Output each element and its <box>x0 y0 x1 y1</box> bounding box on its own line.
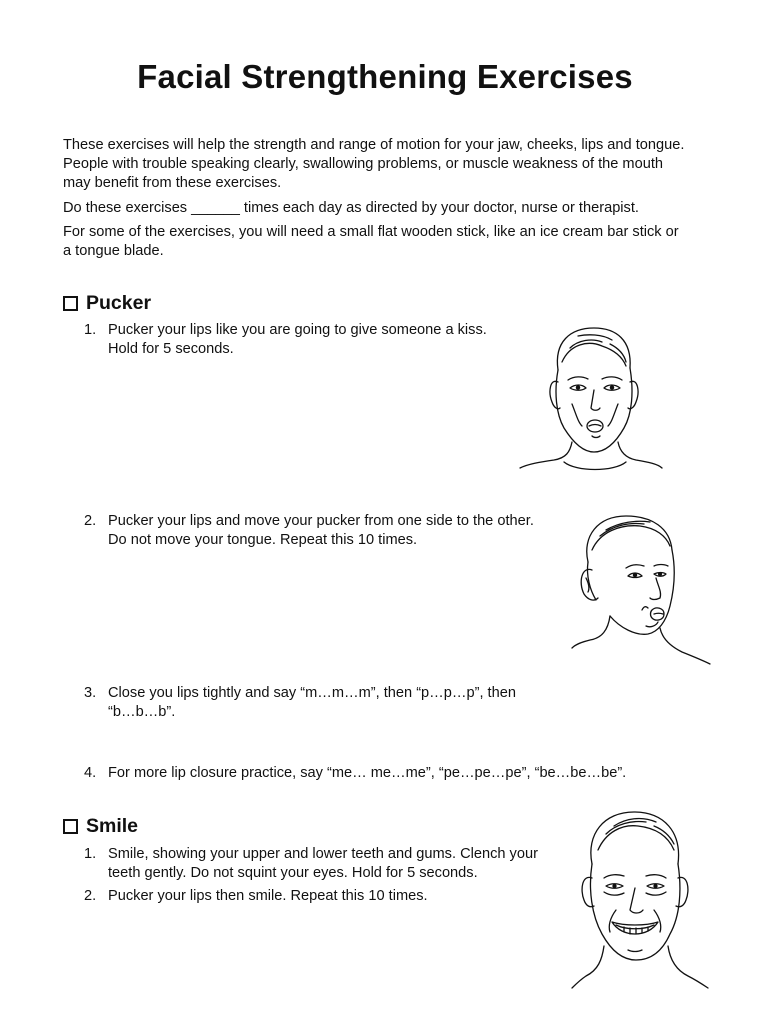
item-number: 3. <box>84 685 97 701</box>
intro-line: People with trouble speaking clearly, swallowing problems, or muscle weakness of the mouth <box>63 156 663 172</box>
section-heading-label: Pucker <box>86 292 152 314</box>
item-text: Pucker your lips then smile. Repeat this 10 times. <box>108 888 428 904</box>
item-text: Close you lips tightly and say “m…m…m”, then “p…p…p”, then <box>108 685 516 701</box>
item-text: Do not move your tongue. Repeat this 10 times. <box>108 532 418 548</box>
side-pucker-face-illustration <box>570 510 712 670</box>
intro-line: These exercises will help the strength and range of motion for your jaw, cheeks, lips and tongue. <box>63 137 685 153</box>
section-heading-smile <box>63 815 138 838</box>
intro-line: may benefit from these exercises. <box>63 175 282 191</box>
pucker-item-1 <box>84 321 487 359</box>
smile-item-1 <box>84 845 538 883</box>
item-text: For more lip closure practice, say “me… me…me”, “pe…pe…pe”, “be…be…be”. <box>108 765 627 781</box>
intro-line: For some of the exercises, you will need a small flat wooden stick, like an ice cream bar stick or <box>63 224 679 240</box>
item-number: 1. <box>84 322 97 338</box>
item-number: 4. <box>84 765 97 781</box>
item-text: Pucker your lips and move your pucker from one side to the other. <box>108 513 534 529</box>
intro-paragraph-1 <box>63 136 723 193</box>
pucker-item-3 <box>84 684 516 722</box>
smile-item-2 <box>84 887 428 906</box>
section-heading-label: Smile <box>86 815 139 837</box>
item-number: 2. <box>84 513 97 529</box>
item-number: 2. <box>84 888 97 904</box>
checkbox-icon[interactable] <box>63 819 78 834</box>
item-text: Smile, showing your upper and lower teeth and gums. Clench your <box>108 846 538 862</box>
page-title: Facial Strengthening Exercises <box>137 58 633 95</box>
item-text: Pucker your lips like you are going to give someone a kiss. <box>108 322 487 338</box>
intro-paragraph-2: Do these exercises ______ times each day as directed by your doctor, nurse or therapist. <box>63 200 639 216</box>
pucker-face-illustration <box>518 322 664 472</box>
item-text: teeth gently. Do not squint your eyes. Hold for 5 seconds. <box>108 865 478 881</box>
intro-line: a tongue blade. <box>63 243 164 259</box>
intro-paragraph-3 <box>63 223 723 261</box>
item-text: Hold for 5 seconds. <box>108 341 234 357</box>
section-heading-pucker <box>63 292 151 315</box>
item-number: 1. <box>84 846 97 862</box>
checkbox-icon[interactable] <box>63 296 78 311</box>
pucker-item-4 <box>84 764 626 783</box>
item-text: “b…b…b”. <box>108 704 176 720</box>
smile-face-illustration <box>570 806 710 996</box>
pucker-item-2 <box>84 512 534 550</box>
